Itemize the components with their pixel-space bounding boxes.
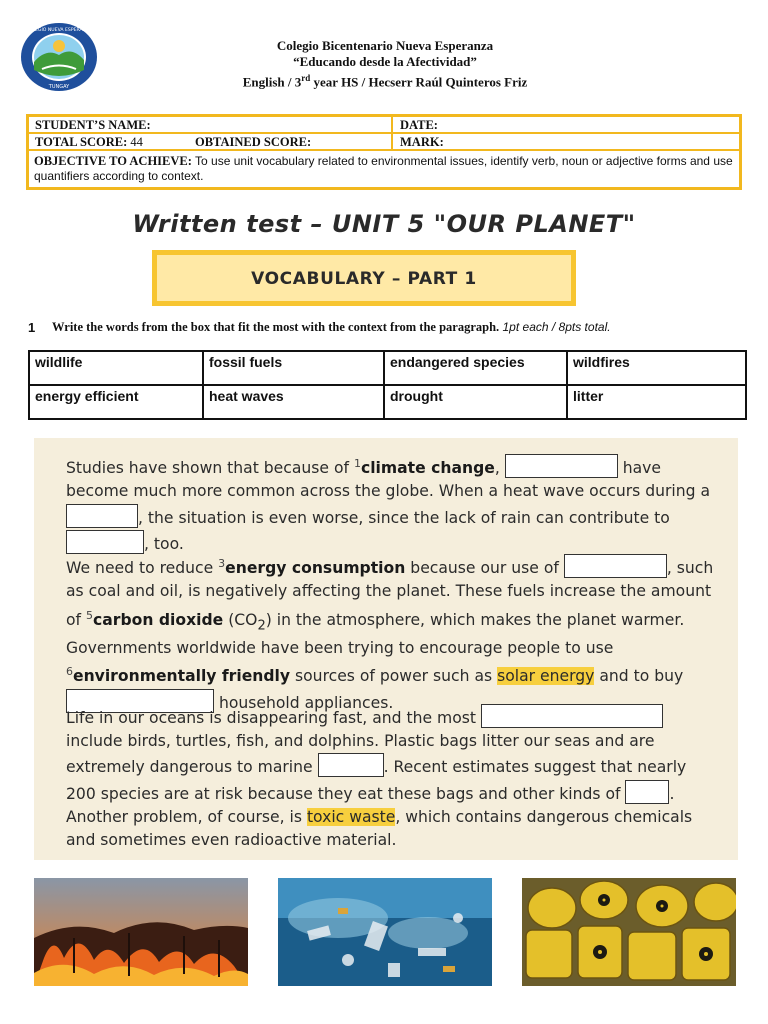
school-name: Colegio Bicentenario Nueva Esperanza — [276, 38, 494, 53]
word-cell: heat waves — [203, 385, 384, 419]
name-row — [29, 117, 739, 134]
paragraph-2: We need to reduce $^3$energy consumption because our use of , such as coal and oil, is negatively affecting the planet. These fuels increase the amount of $^5$carbon dioxide $(CO_2)$ in the atmosphere, which makes the planet warmer. Governments worldwide have been trying to encourage people to use $^6$environmentally friendly sources of power such as solar energy and to buy household appliances. — [66, 552, 716, 715]
obtained-score-label: OBTAINED SCORE: — [195, 135, 312, 149]
svg-text:TUNGAY: TUNGAY — [48, 84, 70, 90]
mark-label: MARK: — [400, 135, 444, 149]
student-info-box — [26, 114, 742, 190]
reading-passage — [34, 438, 738, 860]
course-line: English / 3rd year HS / Hecserr Raúl Quinteros Friz — [242, 73, 528, 90]
highlight-toxic-waste: toxic waste — [306, 807, 396, 826]
toxic-barrels-photo — [522, 878, 736, 986]
svg-text:COLEGIO NUEVA ESPERANZA: COLEGIO NUEVA ESPERANZA — [25, 28, 93, 33]
word-cell: endangered species — [384, 351, 567, 385]
date-label: DATE: — [400, 118, 438, 132]
word-box-row — [29, 385, 746, 419]
ocean-plastic-photo — [278, 878, 492, 986]
question-points: 1pt each / 8pts total. — [499, 320, 611, 334]
total-score-value: 44 — [130, 135, 143, 149]
word-cell: energy efficient — [29, 385, 203, 419]
wildfire-photo — [34, 878, 248, 986]
column-divider — [391, 117, 393, 151]
word-cell: wildlife — [29, 351, 203, 385]
paragraph-3: Life in our oceans is disappearing fast, and the most include birds, turtles, fish, and dolphins. Plastic bags litter our seas and are extremely dangerous to marine . Recent estimates suggest that nearly 200 species are at risk because they eat these bags and other kinds of . Another problem, of course, is toxic waste, which contains dangerous chemicals and sometimes even radioactive material. — [66, 704, 716, 852]
paragraph-1: Studies have shown that because of $^1$climate change, have become much more common across the globe. When a heat wave occurs during a , the situation is even worse, since the lack of rain can contribute to , too. — [66, 452, 716, 556]
question-number: 1 — [28, 320, 36, 335]
word-box-row — [29, 351, 746, 385]
word-cell: wildfires — [567, 351, 746, 385]
word-box — [28, 350, 747, 420]
school-header — [120, 38, 650, 90]
score-row — [29, 134, 739, 151]
answer-blank-wildlife[interactable] — [318, 753, 384, 777]
answer-blank-endangered[interactable] — [481, 704, 663, 728]
answer-blank-wildfires[interactable] — [66, 530, 144, 554]
answer-blank-drought[interactable] — [66, 504, 138, 528]
word-cell: drought — [384, 385, 567, 419]
section-banner: VOCABULARY – PART 1 — [152, 250, 576, 306]
question-instruction: Write the words from the box that fit the most with the context from the paragraph. 1pt each / 8pts total. — [52, 320, 611, 334]
answer-blank-2[interactable] — [505, 454, 618, 478]
word-cell: fossil fuels — [203, 351, 384, 385]
school-logo — [20, 22, 98, 92]
word-cell: litter — [567, 385, 746, 419]
answer-blank-4[interactable] — [564, 554, 667, 578]
total-score: TOTAL SCORE: 44 — [35, 135, 143, 149]
student-name-label: STUDENT’S NAME: — [35, 118, 151, 132]
objective: OBJECTIVE TO ACHIEVE: To use unit vocabulary related to environmental issues, identify verb, noun or adjective forms and use quantifiers according to context. — [34, 154, 733, 183]
school-motto: “Educando desde la Afectividad” — [293, 54, 477, 69]
test-title: Written test – UNIT 5 "OUR PLANET" — [132, 210, 636, 238]
answer-blank-litter[interactable] — [625, 780, 669, 804]
highlight-solar-energy: solar energy — [497, 667, 595, 686]
